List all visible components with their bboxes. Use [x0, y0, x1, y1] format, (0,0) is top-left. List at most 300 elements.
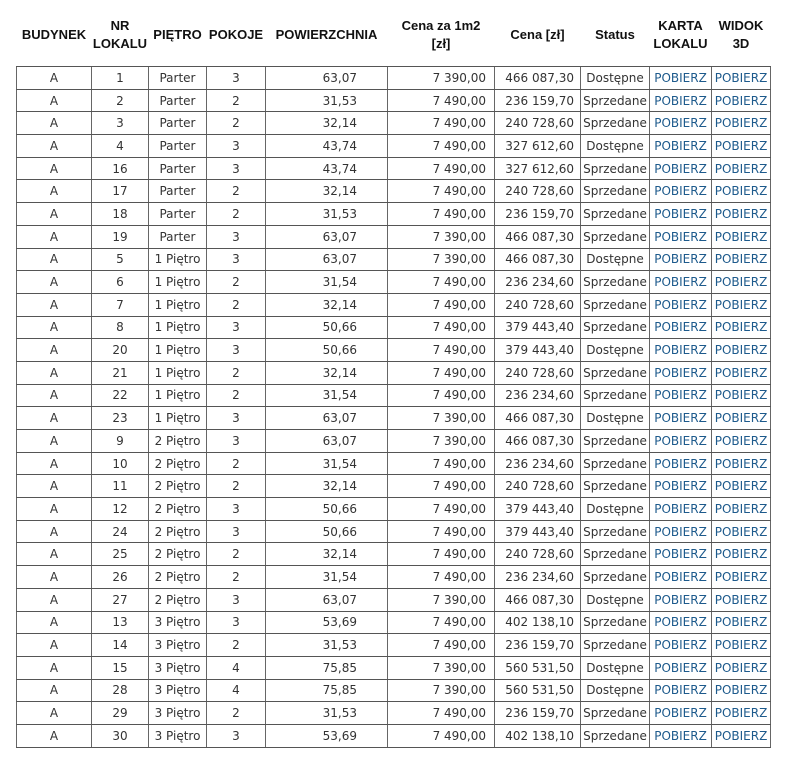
cell-floor: 2 Piętro: [149, 520, 207, 543]
header-nr-lokalu[interactable]: [92, 4, 149, 67]
download-3d-view-link[interactable]: POBIERZ: [714, 479, 768, 494]
cell-area: 63,07: [266, 67, 388, 90]
cell-unit-card: [650, 135, 712, 158]
cell-unit-card: [650, 225, 712, 248]
cell-unit-card: [650, 293, 712, 316]
cell-unit-number: 12: [92, 498, 149, 521]
download-unit-card-link[interactable]: POBIERZ: [654, 433, 707, 448]
cell-unit-card: [650, 702, 712, 725]
cell-rooms: 3: [207, 67, 266, 90]
cell-total-price: 236 234,60: [495, 566, 581, 589]
cell-floor: 1 Piętro: [149, 339, 207, 362]
cell-building: A: [17, 543, 92, 566]
cell-building: A: [17, 203, 92, 226]
download-unit-card-link[interactable]: POBIERZ: [654, 660, 707, 675]
cell-building: A: [17, 611, 92, 634]
cell-total-price: 240 728,60: [495, 180, 581, 203]
download-3d-view-link[interactable]: POBIERZ: [714, 524, 768, 539]
cell-total-price: 466 087,30: [495, 430, 581, 453]
table-row: [17, 316, 771, 339]
download-3d-view-link[interactable]: POBIERZ: [714, 433, 768, 448]
cell-3d-view: [712, 271, 771, 294]
cell-unit-number: 5: [92, 248, 149, 271]
cell-status: Sprzedane: [581, 543, 650, 566]
table-row: [17, 543, 771, 566]
cell-status: Sprzedane: [581, 611, 650, 634]
cell-floor: 2 Piętro: [149, 566, 207, 589]
cell-status: Sprzedane: [581, 180, 650, 203]
cell-price-per-m2: 7 490,00: [388, 543, 495, 566]
cell-price-per-m2: 7 390,00: [388, 67, 495, 90]
download-unit-card-link[interactable]: POBIERZ: [654, 275, 707, 290]
cell-unit-card: [650, 430, 712, 453]
table-row: [17, 112, 771, 135]
cell-unit-card: [650, 89, 712, 112]
cell-building: A: [17, 89, 92, 112]
download-3d-view-link[interactable]: POBIERZ: [714, 229, 768, 244]
cell-unit-card: [650, 248, 712, 271]
download-3d-view-link[interactable]: POBIERZ: [714, 660, 768, 675]
cell-status: Dostępne: [581, 248, 650, 271]
cell-floor: 1 Piętro: [149, 384, 207, 407]
download-3d-view-link[interactable]: POBIERZ: [714, 638, 768, 653]
cell-building: A: [17, 248, 92, 271]
download-3d-view-link[interactable]: POBIERZ: [714, 615, 768, 630]
header-nr-lokalu-line2: LOKALU: [92, 36, 148, 51]
cell-floor: 2 Piętro: [149, 475, 207, 498]
cell-floor: 1 Piętro: [149, 271, 207, 294]
cell-3d-view: [712, 339, 771, 362]
cell-floor: 2 Piętro: [149, 543, 207, 566]
cell-rooms: 3: [207, 225, 266, 248]
cell-area: 31,54: [266, 452, 388, 475]
cell-total-price: 240 728,60: [495, 543, 581, 566]
cell-unit-number: 26: [92, 566, 149, 589]
cell-unit-card: [650, 203, 712, 226]
cell-price-per-m2: 7 490,00: [388, 180, 495, 203]
cell-price-per-m2: 7 490,00: [388, 112, 495, 135]
table-row: [17, 430, 771, 453]
table-row: [17, 498, 771, 521]
cell-rooms: 2: [207, 203, 266, 226]
download-unit-card-link[interactable]: POBIERZ: [654, 161, 707, 176]
cell-3d-view: [712, 702, 771, 725]
download-unit-card-link[interactable]: POBIERZ: [654, 456, 707, 471]
cell-area: 31,54: [266, 271, 388, 294]
cell-status: Sprzedane: [581, 203, 650, 226]
header-pietro[interactable]: PIĘTRO: [149, 4, 207, 67]
cell-price-per-m2: 7 390,00: [388, 679, 495, 702]
download-3d-view-link[interactable]: POBIERZ: [714, 343, 768, 358]
cell-unit-number: 10: [92, 452, 149, 475]
cell-rooms: 3: [207, 498, 266, 521]
cell-rooms: 2: [207, 384, 266, 407]
cell-floor: 3 Piętro: [149, 724, 207, 747]
cell-price-per-m2: 7 390,00: [388, 225, 495, 248]
table-row: [17, 452, 771, 475]
cell-rooms: 2: [207, 112, 266, 135]
table-header: [17, 4, 771, 67]
download-unit-card-link[interactable]: POBIERZ: [654, 501, 707, 516]
cell-status: Sprzedane: [581, 316, 650, 339]
cell-unit-card: [650, 498, 712, 521]
header-budynek[interactable]: BUDYNEK: [17, 4, 92, 67]
download-unit-card-link[interactable]: POBIERZ: [654, 93, 707, 108]
cell-area: 32,14: [266, 361, 388, 384]
cell-area: 63,07: [266, 588, 388, 611]
table-row: [17, 566, 771, 589]
cell-unit-card: [650, 316, 712, 339]
cell-unit-card: [650, 520, 712, 543]
cell-price-per-m2: 7 490,00: [388, 520, 495, 543]
download-unit-card-link[interactable]: POBIERZ: [654, 343, 707, 358]
cell-3d-view: [712, 67, 771, 90]
cell-building: A: [17, 430, 92, 453]
cell-area: 43,74: [266, 157, 388, 180]
cell-unit-number: 14: [92, 634, 149, 657]
cell-unit-number: 16: [92, 157, 149, 180]
cell-status: Sprzedane: [581, 157, 650, 180]
header-cena-m2-line2: [zł]: [431, 36, 451, 51]
download-unit-card-link[interactable]: POBIERZ: [654, 252, 707, 267]
cell-area: 75,85: [266, 679, 388, 702]
download-3d-view-link[interactable]: POBIERZ: [714, 116, 768, 131]
download-unit-card-link[interactable]: POBIERZ: [654, 683, 707, 698]
download-unit-card-link[interactable]: POBIERZ: [654, 388, 707, 403]
cell-rooms: 3: [207, 430, 266, 453]
download-3d-view-link[interactable]: POBIERZ: [714, 138, 768, 153]
cell-status: Dostępne: [581, 135, 650, 158]
download-unit-card-link[interactable]: POBIERZ: [654, 70, 707, 85]
cell-status: Sprzedane: [581, 702, 650, 725]
cell-area: 31,54: [266, 566, 388, 589]
download-unit-card-link[interactable]: POBIERZ: [654, 297, 707, 312]
download-unit-card-link[interactable]: POBIERZ: [654, 638, 707, 653]
cell-total-price: 379 443,40: [495, 520, 581, 543]
table-row: [17, 588, 771, 611]
download-3d-view-link[interactable]: POBIERZ: [714, 547, 768, 562]
cell-unit-number: 11: [92, 475, 149, 498]
cell-rooms: 4: [207, 656, 266, 679]
cell-unit-number: 13: [92, 611, 149, 634]
cell-area: 63,07: [266, 407, 388, 430]
download-3d-view-link[interactable]: POBIERZ: [714, 184, 768, 199]
cell-floor: 2 Piętro: [149, 588, 207, 611]
cell-rooms: 2: [207, 89, 266, 112]
cell-rooms: 3: [207, 611, 266, 634]
cell-unit-number: 17: [92, 180, 149, 203]
download-3d-view-link[interactable]: POBIERZ: [714, 388, 768, 403]
cell-price-per-m2: 7 390,00: [388, 656, 495, 679]
cell-building: A: [17, 407, 92, 430]
download-3d-view-link[interactable]: POBIERZ: [714, 728, 768, 743]
cell-3d-view: [712, 316, 771, 339]
cell-unit-number: 28: [92, 679, 149, 702]
cell-total-price: 236 159,70: [495, 89, 581, 112]
cell-building: A: [17, 452, 92, 475]
cell-building: A: [17, 702, 92, 725]
cell-area: 50,66: [266, 339, 388, 362]
cell-status: Sprzedane: [581, 225, 650, 248]
cell-price-per-m2: 7 490,00: [388, 339, 495, 362]
cell-status: Dostępne: [581, 588, 650, 611]
cell-price-per-m2: 7 490,00: [388, 361, 495, 384]
download-3d-view-link[interactable]: POBIERZ: [714, 569, 768, 584]
cell-building: A: [17, 634, 92, 657]
cell-price-per-m2: 7 490,00: [388, 135, 495, 158]
table-row: [17, 293, 771, 316]
cell-3d-view: [712, 157, 771, 180]
cell-3d-view: [712, 293, 771, 316]
cell-unit-number: 4: [92, 135, 149, 158]
download-3d-view-link[interactable]: POBIERZ: [714, 70, 768, 85]
download-unit-card-link[interactable]: POBIERZ: [654, 524, 707, 539]
cell-total-price: 240 728,60: [495, 112, 581, 135]
header-cena-m2[interactable]: [388, 4, 495, 67]
cell-floor: 2 Piętro: [149, 498, 207, 521]
header-cena[interactable]: Cena [zł]: [495, 4, 581, 67]
apartments-table: [16, 4, 771, 748]
cell-area: 31,53: [266, 89, 388, 112]
cell-floor: Parter: [149, 112, 207, 135]
download-unit-card-link[interactable]: POBIERZ: [654, 479, 707, 494]
download-unit-card-link[interactable]: POBIERZ: [654, 569, 707, 584]
cell-price-per-m2: 7 490,00: [388, 89, 495, 112]
cell-building: A: [17, 656, 92, 679]
cell-unit-card: [650, 361, 712, 384]
download-unit-card-link[interactable]: POBIERZ: [654, 229, 707, 244]
cell-status: Sprzedane: [581, 724, 650, 747]
cell-total-price: 560 531,50: [495, 679, 581, 702]
download-3d-view-link[interactable]: POBIERZ: [714, 456, 768, 471]
cell-floor: 3 Piętro: [149, 611, 207, 634]
cell-status: Sprzedane: [581, 361, 650, 384]
cell-total-price: 236 159,70: [495, 702, 581, 725]
cell-rooms: 3: [207, 407, 266, 430]
header-powierzchnia[interactable]: POWIERZCHNIA: [266, 4, 388, 67]
download-unit-card-link[interactable]: POBIERZ: [654, 206, 707, 221]
cell-unit-number: 21: [92, 361, 149, 384]
cell-status: Sprzedane: [581, 566, 650, 589]
cell-price-per-m2: 7 390,00: [388, 407, 495, 430]
cell-floor: Parter: [149, 89, 207, 112]
table-row: [17, 475, 771, 498]
download-3d-view-link[interactable]: POBIERZ: [714, 365, 768, 380]
table-body: [17, 67, 771, 748]
cell-building: A: [17, 339, 92, 362]
cell-building: A: [17, 271, 92, 294]
cell-floor: Parter: [149, 203, 207, 226]
cell-total-price: 327 612,60: [495, 157, 581, 180]
cell-area: 75,85: [266, 656, 388, 679]
cell-3d-view: [712, 452, 771, 475]
download-3d-view-link[interactable]: POBIERZ: [714, 592, 768, 607]
header-karta-line1: KARTA: [658, 18, 703, 33]
download-unit-card-link[interactable]: POBIERZ: [654, 116, 707, 131]
cell-unit-number: 20: [92, 339, 149, 362]
cell-rooms: 3: [207, 316, 266, 339]
cell-unit-number: 1: [92, 67, 149, 90]
header-status[interactable]: Status: [581, 4, 650, 67]
cell-total-price: 466 087,30: [495, 248, 581, 271]
cell-unit-card: [650, 566, 712, 589]
cell-price-per-m2: 7 490,00: [388, 611, 495, 634]
download-3d-view-link[interactable]: POBIERZ: [714, 320, 768, 335]
cell-unit-number: 3: [92, 112, 149, 135]
cell-unit-card: [650, 679, 712, 702]
cell-total-price: 379 443,40: [495, 316, 581, 339]
cell-floor: Parter: [149, 67, 207, 90]
download-3d-view-link[interactable]: POBIERZ: [714, 252, 768, 267]
cell-building: A: [17, 520, 92, 543]
cell-price-per-m2: 7 390,00: [388, 430, 495, 453]
cell-area: 31,54: [266, 384, 388, 407]
table-row: [17, 611, 771, 634]
cell-unit-card: [650, 724, 712, 747]
cell-total-price: 466 087,30: [495, 225, 581, 248]
cell-price-per-m2: 7 490,00: [388, 702, 495, 725]
download-3d-view-link[interactable]: POBIERZ: [714, 411, 768, 426]
download-unit-card-link[interactable]: POBIERZ: [654, 728, 707, 743]
cell-building: A: [17, 316, 92, 339]
header-widok-3d[interactable]: WIDOK 3D: [712, 4, 771, 67]
table-row: [17, 271, 771, 294]
cell-total-price: 236 234,60: [495, 384, 581, 407]
cell-area: 63,07: [266, 248, 388, 271]
cell-floor: 3 Piętro: [149, 702, 207, 725]
download-unit-card-link[interactable]: POBIERZ: [654, 365, 707, 380]
download-3d-view-link[interactable]: POBIERZ: [714, 683, 768, 698]
cell-3d-view: [712, 543, 771, 566]
cell-3d-view: [712, 407, 771, 430]
cell-status: Dostępne: [581, 339, 650, 362]
header-karta-lokalu[interactable]: [650, 4, 712, 67]
cell-status: Dostępne: [581, 498, 650, 521]
download-unit-card-link[interactable]: POBIERZ: [654, 411, 707, 426]
cell-rooms: 3: [207, 135, 266, 158]
cell-total-price: 327 612,60: [495, 135, 581, 158]
cell-total-price: 236 234,60: [495, 452, 581, 475]
cell-unit-card: [650, 634, 712, 657]
cell-price-per-m2: 7 490,00: [388, 566, 495, 589]
cell-total-price: 240 728,60: [495, 293, 581, 316]
cell-building: A: [17, 112, 92, 135]
cell-total-price: 402 138,10: [495, 724, 581, 747]
cell-status: Sprzedane: [581, 475, 650, 498]
table-row: [17, 248, 771, 271]
download-unit-card-link[interactable]: POBIERZ: [654, 706, 707, 721]
cell-building: A: [17, 67, 92, 90]
cell-floor: 1 Piętro: [149, 316, 207, 339]
cell-price-per-m2: 7 490,00: [388, 384, 495, 407]
cell-price-per-m2: 7 490,00: [388, 475, 495, 498]
download-3d-view-link[interactable]: POBIERZ: [714, 297, 768, 312]
download-3d-view-link[interactable]: POBIERZ: [714, 275, 768, 290]
cell-area: 31,53: [266, 702, 388, 725]
table-row: [17, 339, 771, 362]
cell-unit-number: 18: [92, 203, 149, 226]
table-row: [17, 520, 771, 543]
cell-total-price: 240 728,60: [495, 361, 581, 384]
download-3d-view-link[interactable]: POBIERZ: [714, 93, 768, 108]
cell-total-price: 379 443,40: [495, 498, 581, 521]
cell-status: Sprzedane: [581, 293, 650, 316]
header-pokoje[interactable]: POKOJE: [207, 4, 266, 67]
cell-price-per-m2: 7 490,00: [388, 498, 495, 521]
cell-building: A: [17, 724, 92, 747]
cell-unit-number: 6: [92, 271, 149, 294]
cell-unit-number: 24: [92, 520, 149, 543]
download-3d-view-link[interactable]: POBIERZ: [714, 501, 768, 516]
cell-area: 50,66: [266, 520, 388, 543]
cell-rooms: 2: [207, 702, 266, 725]
download-3d-view-link[interactable]: POBIERZ: [714, 706, 768, 721]
cell-floor: 3 Piętro: [149, 634, 207, 657]
download-3d-view-link[interactable]: POBIERZ: [714, 161, 768, 176]
header-cena-m2-line1: Cena za 1m2: [401, 18, 481, 33]
cell-3d-view: [712, 89, 771, 112]
table-row: [17, 724, 771, 747]
cell-rooms: 3: [207, 724, 266, 747]
cell-unit-card: [650, 157, 712, 180]
cell-rooms: 4: [207, 679, 266, 702]
table-row: [17, 679, 771, 702]
cell-3d-view: [712, 611, 771, 634]
cell-3d-view: [712, 475, 771, 498]
cell-unit-number: 2: [92, 89, 149, 112]
cell-status: Dostępne: [581, 679, 650, 702]
cell-area: 31,53: [266, 634, 388, 657]
table-row: [17, 407, 771, 430]
cell-status: Sprzedane: [581, 89, 650, 112]
cell-rooms: 3: [207, 520, 266, 543]
download-unit-card-link[interactable]: POBIERZ: [654, 547, 707, 562]
cell-unit-number: 19: [92, 225, 149, 248]
cell-status: Sprzedane: [581, 520, 650, 543]
cell-floor: 1 Piętro: [149, 293, 207, 316]
cell-rooms: 3: [207, 588, 266, 611]
cell-area: 53,69: [266, 611, 388, 634]
cell-3d-view: [712, 180, 771, 203]
download-unit-card-link[interactable]: POBIERZ: [654, 138, 707, 153]
table-row: [17, 180, 771, 203]
cell-unit-card: [650, 112, 712, 135]
download-unit-card-link[interactable]: POBIERZ: [654, 320, 707, 335]
cell-area: 63,07: [266, 225, 388, 248]
cell-3d-view: [712, 566, 771, 589]
cell-floor: 2 Piętro: [149, 452, 207, 475]
cell-area: 32,14: [266, 543, 388, 566]
cell-rooms: 2: [207, 452, 266, 475]
table-row: [17, 67, 771, 90]
cell-unit-card: [650, 67, 712, 90]
cell-rooms: 3: [207, 248, 266, 271]
table-row: [17, 656, 771, 679]
table-row: [17, 89, 771, 112]
cell-3d-view: [712, 656, 771, 679]
cell-building: A: [17, 361, 92, 384]
download-3d-view-link[interactable]: POBIERZ: [714, 206, 768, 221]
cell-building: A: [17, 475, 92, 498]
cell-area: 43,74: [266, 135, 388, 158]
cell-unit-card: [650, 384, 712, 407]
download-unit-card-link[interactable]: POBIERZ: [654, 615, 707, 630]
download-unit-card-link[interactable]: POBIERZ: [654, 592, 707, 607]
download-unit-card-link[interactable]: POBIERZ: [654, 184, 707, 199]
cell-area: 50,66: [266, 316, 388, 339]
cell-price-per-m2: 7 490,00: [388, 203, 495, 226]
cell-building: A: [17, 180, 92, 203]
